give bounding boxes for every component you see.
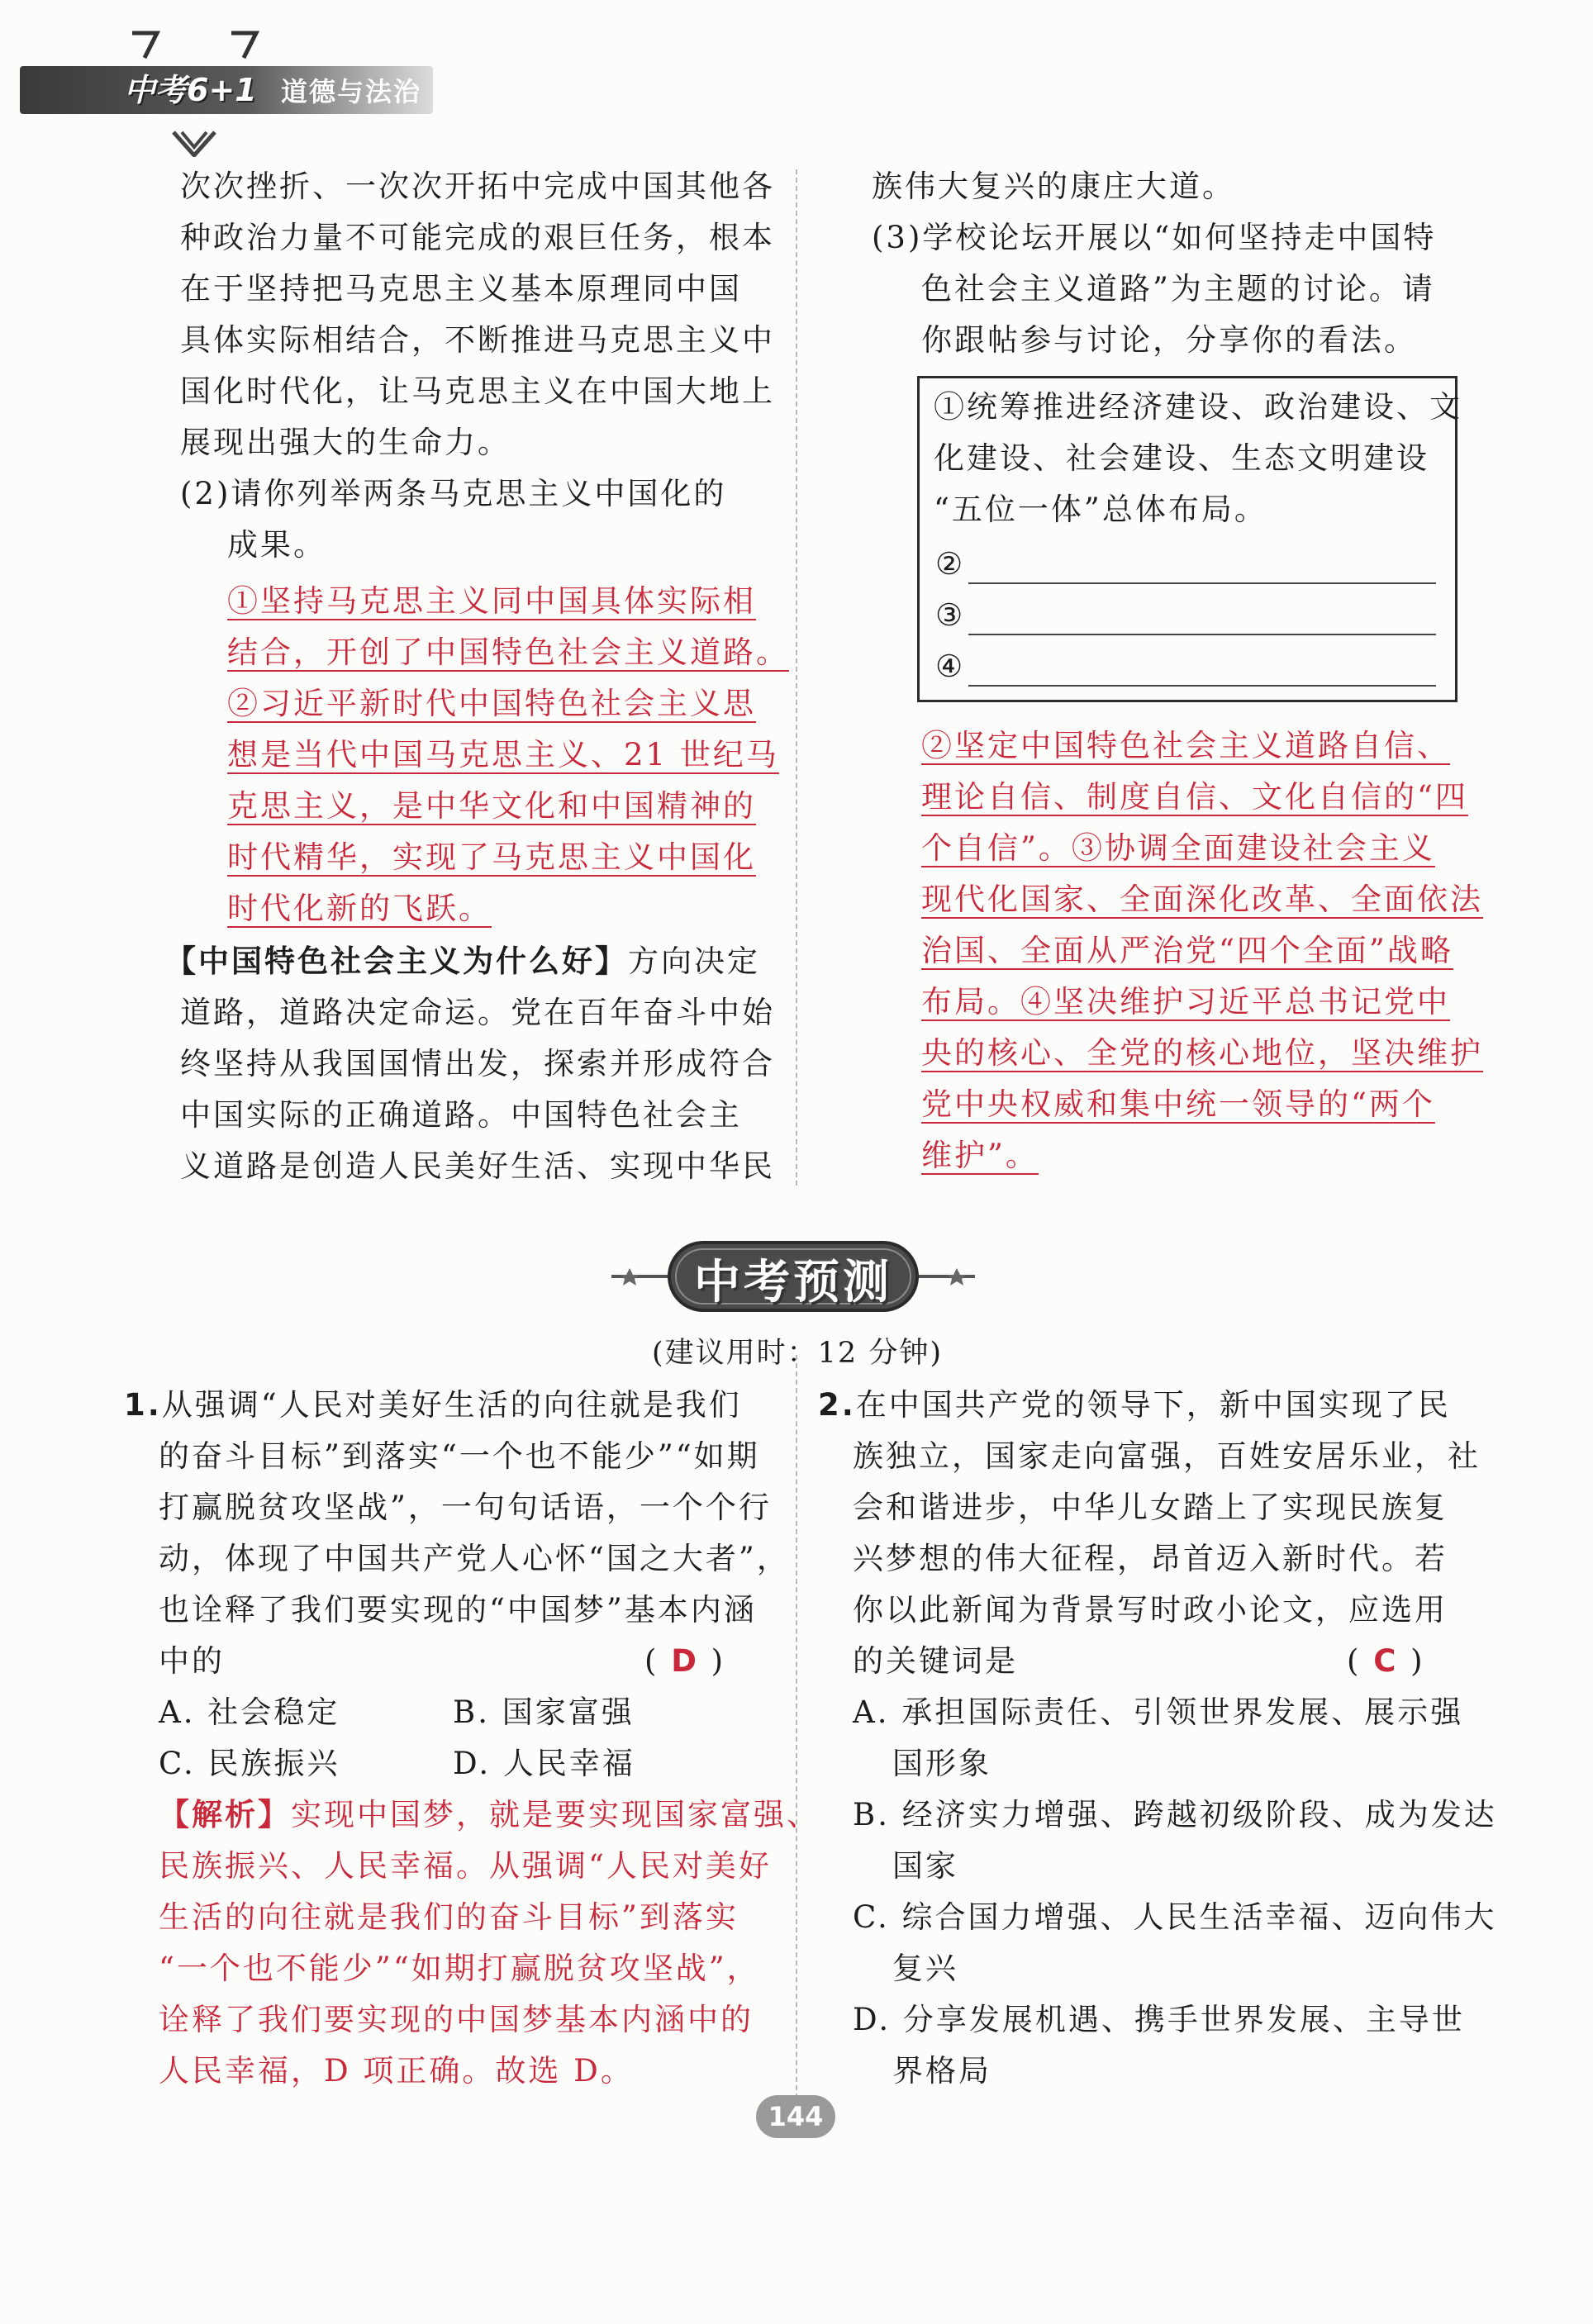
q1-option: B. 国家富强: [453, 1694, 635, 1730]
q2b-option-cont: 国形象: [892, 1746, 991, 1781]
q3-stem-line: (3)学校论坛开展以“如何坚持走中国特: [872, 220, 1437, 255]
q2-stem-line: (2)请你列举两条马克思主义中国化的: [180, 476, 727, 511]
q2-answer-line: 时代精华，实现了马克思主义中国化: [227, 839, 756, 875]
left-para-line: 国化时代化，让马克思主义在中国大地上: [180, 373, 775, 409]
banner-title: 中考预测: [694, 1256, 892, 1309]
q1-analysis-line: 民族振兴、人民幸福。从强调“人民对美好: [159, 1848, 772, 1884]
q1-option: C. 民族振兴: [159, 1746, 340, 1781]
q2-answer-line: ①坚持马克思主义同中国具体实际相: [227, 583, 756, 619]
q3-stem-line: 你跟帖参与讨论，分享你的看法。: [921, 322, 1417, 358]
box-blank-label: ②: [935, 546, 966, 582]
blank-line: [968, 685, 1436, 687]
q1-answer: D: [671, 1643, 699, 1679]
left-para-line: 在于坚持把马克思主义基本原理同中国: [180, 271, 742, 307]
q1-analysis-line: 人民幸福，D 项正确。故选 D。: [159, 2053, 634, 2089]
left-para-line: 种政治力量不可能完成的艰巨任务，根本: [180, 220, 775, 255]
q1-analysis-line: 诠释了我们要实现的中国梦基本内涵中的: [159, 2002, 754, 2037]
column-divider: [796, 1355, 797, 2123]
box-blank-label: ③: [935, 597, 966, 633]
q2b-option: D. 分享发展机遇、携手世界发展、主导世: [853, 2002, 1465, 2037]
analysis-text: 实现中国梦，就是要实现国家富强、: [291, 1797, 820, 1832]
blank-line: [968, 582, 1436, 584]
q3-answer-line: 现代化国家、全面深化改革、全面依法: [921, 882, 1483, 917]
q2b-option: C. 综合国力增强、人民生活幸福、迈向伟大: [853, 1899, 1497, 1935]
q1-stem-line: 的奋斗目标”到落实“一个也不能少”“如期: [159, 1438, 760, 1474]
q1-analysis-line: “一个也不能少”“如期打赢脱贫攻坚战”，: [159, 1951, 760, 1986]
q2b-option-cont: 界格局: [892, 2053, 991, 2089]
q2-answer-line: ②习近平新时代中国特色社会主义思: [227, 686, 756, 721]
q3-answer-line: 治国、全面从严治党“四个全面”战略: [921, 933, 1453, 968]
q2b-stem-line: 的关键词是: [853, 1643, 1018, 1679]
time-note: (建议用时：12 分钟): [652, 1337, 943, 1370]
q2-answer-line: 想是当代中国马克思主义、21 世纪马: [227, 737, 779, 772]
q2b-stem-line: 会和谐进步，中华儿女踏上了实现民族复: [853, 1490, 1448, 1525]
section-line: 道路，道路决定命运。党在百年奋斗中始: [180, 995, 775, 1030]
section-heading: 【中国特色社会主义为什么好】: [165, 943, 628, 979]
box-line: ①统筹推进经济建设、政治建设、文: [934, 389, 1462, 425]
q1-option: D. 人民幸福: [453, 1746, 635, 1781]
q3-answer-line: 布局。④坚决维护习近平总书记党中: [921, 984, 1450, 1019]
q1-analysis-line: [159, 1789, 820, 1841]
q3-answer-line: 个自信”。③协调全面建设社会主义: [921, 830, 1435, 866]
q2-answer-line: 结合，开创了中国特色社会主义道路。: [227, 634, 789, 670]
left-para-line: 展现出强大的生命力。: [180, 425, 511, 460]
section-line: 中国实际的正确道路。中国特色社会主: [180, 1097, 742, 1133]
brand-title: 中考6+1: [124, 72, 257, 108]
subject-label: 道德与法治: [281, 76, 422, 107]
q2b-option: A. 承担国际责任、引领世界发展、展示强: [853, 1694, 1464, 1730]
left-para-line: 具体实际相结合，不断推进马克思主义中: [180, 322, 775, 358]
analysis-label: 【解析】: [159, 1797, 291, 1832]
section-line: 终坚持从我国国情出发，探索并形成符合: [180, 1046, 775, 1081]
q3-answer-line: 理论自信、制度自信、文化自信的“四: [921, 779, 1468, 815]
q2-answer-line: 时代化新的飞跃。: [227, 891, 492, 926]
q3-stem-line: 色社会主义道路”为主题的讨论。请: [921, 271, 1435, 307]
box-line: 化建设、社会建设、生态文明建设: [934, 440, 1429, 476]
q2b-answer-bracket: ( C ): [1347, 1643, 1425, 1679]
q1-answer-bracket: ( D ): [644, 1643, 726, 1679]
q2-stem-line: 成果。: [227, 527, 326, 563]
q2-answer-line: 克思主义，是中华文化和中国精神的: [227, 788, 756, 824]
q2b-stem-line: [818, 1380, 1451, 1431]
q1-stem-line: [124, 1380, 742, 1431]
q3-answer-line: 党中央权威和集中统一领导的“两个: [921, 1086, 1435, 1122]
section-line: 义道路是创造人民美好生活、实现中华民: [180, 1148, 775, 1184]
q2b-option-cont: 国家: [892, 1848, 958, 1884]
section-heading-line: [165, 936, 760, 987]
q2b-stem-line: 兴梦想的伟大征程，昂首迈入新时代。若: [853, 1541, 1448, 1576]
left-para-line: 次次挫折、一次次开拓中完成中国其他各: [180, 169, 775, 204]
q1-number: 1.: [124, 1387, 162, 1423]
q1-option: A. 社会稳定: [159, 1694, 340, 1730]
q3-answer-line: ②坚定中国特色社会主义道路自信、: [921, 728, 1450, 763]
box-line: “五位一体”总体布局。: [934, 492, 1267, 527]
q1-stem-line: 中的: [159, 1643, 225, 1679]
column-divider: [796, 169, 797, 1186]
q1-analysis-line: 生活的向往就是我们的奋斗目标”到落实: [159, 1899, 739, 1935]
q1-stem-line: 动，体现了中国共产党人心怀“国之大者”，: [159, 1541, 790, 1576]
section-text: 方向决定: [628, 943, 760, 979]
page-number: 144: [756, 2095, 835, 2138]
box-blank-label: ④: [935, 649, 966, 684]
q1-stem-line: 也诠释了我们要实现的“中国梦”基本内涵: [159, 1592, 757, 1628]
q2b-option-cont: 复兴: [892, 1951, 958, 1986]
q2b-text: 在中国共产党的领导下，新中国实现了民: [855, 1387, 1451, 1423]
q2b-number: 2.: [818, 1387, 856, 1423]
q2b-option: B. 经济实力增强、跨越初级阶段、成为发达: [853, 1797, 1497, 1832]
q2b-answer: C: [1373, 1643, 1399, 1679]
q3-answer-line: 维护”。: [921, 1138, 1039, 1173]
blank-line: [968, 634, 1436, 635]
q2b-stem-line: 族独立，国家走向富强，百姓安居乐业，社: [853, 1438, 1481, 1474]
q1-text: 从强调“人民对美好生活的向往就是我们: [161, 1387, 742, 1423]
right-cont-line: 族伟大复兴的康庄大道。: [872, 169, 1235, 204]
q3-answer-line: 央的核心、全党的核心地位，坚决维护: [921, 1035, 1483, 1071]
q1-stem-line: 打赢脱贫攻坚战”，一句句话语，一个个行: [159, 1490, 772, 1525]
q2b-stem-line: 你以此新闻为背景写时政小论文，应选用: [853, 1592, 1448, 1628]
